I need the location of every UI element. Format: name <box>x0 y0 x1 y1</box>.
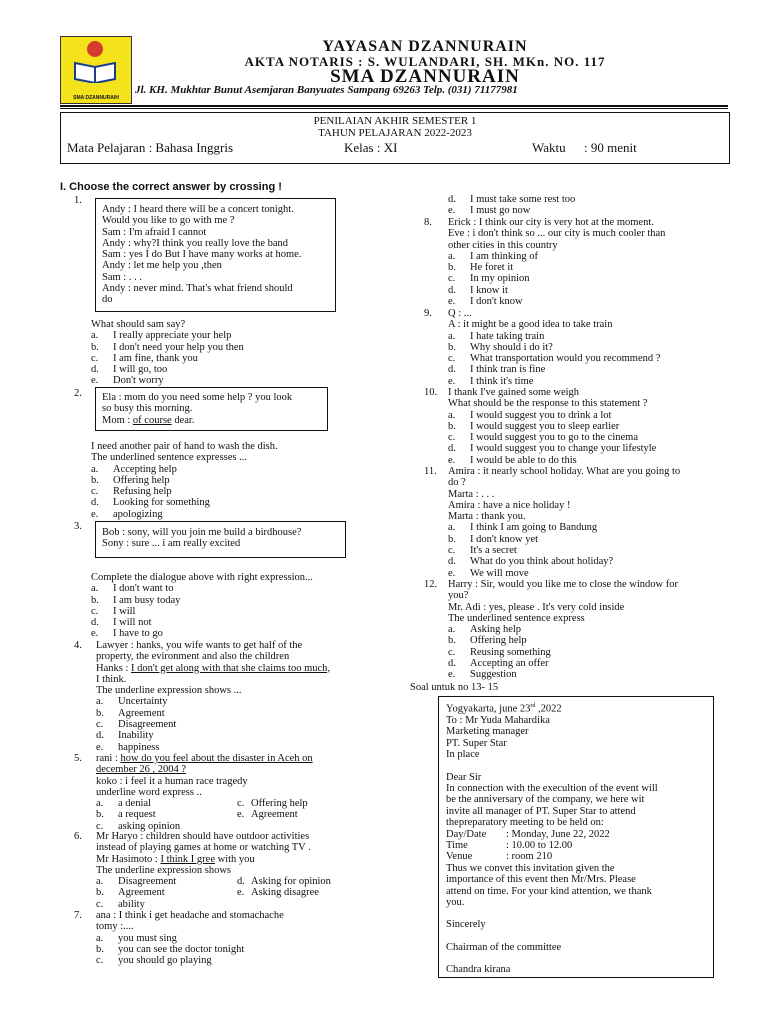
q2-number: 2. <box>74 388 82 399</box>
option-a[interactable]: a. I really appreciate your help <box>91 330 232 342</box>
question-text: Mr. Adi : yes, please . It's very cold inside <box>448 601 625 613</box>
option-e[interactable]: e. I think it's time <box>448 375 534 387</box>
letter-body: thepreparatory meeting to be held on: <box>446 817 604 829</box>
q10-number: 10. <box>424 387 438 398</box>
dialog-line: Andy : never mind. That's what friend should <box>102 283 293 295</box>
option-d[interactable]: d. I will not <box>91 617 152 629</box>
letter-greeting: Dear Sir <box>446 771 482 783</box>
letter-body: importance of this event then Mr/Mrs. Please <box>446 874 636 886</box>
question-text: underline word express .. <box>96 786 202 798</box>
question-text: Amira : it nearly school holiday. What are you going to <box>448 466 681 477</box>
option-b[interactable]: b. I don't know yet <box>448 533 539 545</box>
question-text: Q : ... <box>448 308 472 319</box>
question-text: I thank I've gained some weigh <box>448 387 580 398</box>
q4-number: 4. <box>74 640 82 651</box>
q3-question <box>91 572 313 640</box>
school-name: SMA DZANNURAIN <box>330 66 520 87</box>
question-text: Amira : have a nice holiday ! <box>448 499 571 511</box>
option-e[interactable]: e. I must go now <box>448 205 531 217</box>
option-e[interactable]: e. We will move <box>448 567 529 579</box>
option-c[interactable]: c. What transportation would you recommend ? <box>448 353 661 365</box>
letter-body: In connection with the execultion of the event will <box>446 782 658 794</box>
letter-body: be the anniversary of the company, we here wit <box>446 794 645 806</box>
letter-closing: Sincerely <box>446 919 486 931</box>
option-c[interactable]: c. Refusing help <box>91 486 172 498</box>
option-c[interactable]: c. It's a secret <box>448 545 517 557</box>
option-b[interactable]: b. Offering help <box>448 635 527 647</box>
q10-question <box>448 387 656 466</box>
option-a[interactable]: a. a denial <box>96 798 151 810</box>
dialog-line: Bob : sony, will you join me build a birdhouse? <box>102 527 302 538</box>
letter-body: invite all manager of PT. Super Star to attend <box>446 805 636 817</box>
option-c[interactable]: c. I would suggest you to go to the cinema <box>448 432 638 444</box>
q2-question <box>91 441 278 520</box>
school-address: Jl. KH. Mukhtar Bunut Asemjaran Banyuates Sampang 69263 Telp. (031) 71177981 <box>135 84 518 96</box>
option-e[interactable]: e. I would be able to do this <box>448 454 577 466</box>
invitation-letter-box <box>438 696 714 978</box>
question-text: Complete the dialogue above with right expression... <box>91 572 313 583</box>
question-text: Eve : i don't think so ... our city is much cooler than <box>448 228 666 240</box>
option-a[interactable]: a. Asking help <box>448 624 522 636</box>
question-text: Lawyer : hanks, you wife wants to get half of the <box>96 640 303 651</box>
option-d[interactable]: d. I must take some rest too <box>448 194 576 205</box>
class: Kelas : XI <box>344 140 398 155</box>
option-c[interactable]: c. Offering help <box>237 798 308 809</box>
option-c[interactable]: c. asking opinion <box>96 820 181 832</box>
question-text: instead of playing games at home or watching TV . <box>96 842 311 854</box>
option-b[interactable]: b. Agreement <box>96 707 165 719</box>
dialog-line: do <box>102 294 113 306</box>
book-icon <box>73 59 117 83</box>
q5-options-right <box>237 798 308 821</box>
letter-detail: Time : 10.00 to 12.00 <box>446 839 573 851</box>
letter-body: you. <box>446 897 465 908</box>
q4-question <box>96 640 330 753</box>
question-text: Marta : thank you. <box>448 511 526 523</box>
option-d[interactable]: d. Asking for opinion <box>237 876 331 887</box>
option-b[interactable]: b. Agreement <box>96 887 165 899</box>
header-rule-thin <box>60 108 728 109</box>
option-c[interactable]: c. In my opinion <box>448 273 530 285</box>
question-text: ana : I think i get headache and stomachache <box>96 910 284 921</box>
q2-dialog-box <box>95 387 328 431</box>
section-title: I. Choose the correct answer by crossing ! <box>60 181 282 193</box>
dialog-line: Would you like to go with me ? <box>102 215 235 227</box>
option-d[interactable]: d. Accepting an offer <box>448 658 549 670</box>
question-text: The underline expression shows ... <box>96 685 242 697</box>
option-c[interactable]: c. ability <box>96 898 145 910</box>
option-a[interactable]: a. I think I am going to Bandung <box>448 522 598 534</box>
question-text: Mr Hasimoto : I think I gree with you <box>96 853 255 865</box>
foundation-name: YAYASAN DZANNURAIN <box>322 38 528 55</box>
option-c[interactable]: c. I am fine, thank you <box>91 352 198 364</box>
q7-question <box>96 910 284 966</box>
logo-caption: SMA DZANNURAIH <box>73 95 119 101</box>
question-text: What should sam say? <box>91 319 186 330</box>
q11-number: 11. <box>424 466 437 477</box>
option-a[interactable]: a. Disagreement <box>96 876 177 888</box>
school-logo <box>60 36 132 104</box>
dialog-line: Sam : . . . <box>102 271 142 283</box>
question-text: tomy :.... <box>96 921 134 933</box>
question-text: rani : how do you feel about the disaster in Aceh on <box>96 753 313 764</box>
option-d[interactable]: d. I will go, too <box>91 364 168 376</box>
option-d[interactable]: d. Looking for something <box>91 497 210 509</box>
letter-signer: Chandra kirana <box>446 964 511 976</box>
option-d[interactable]: d. Inability <box>96 730 154 742</box>
option-d[interactable]: d. I would suggest you to change your lifestyle <box>448 443 657 455</box>
option-c[interactable]: c. you should go playing <box>96 955 212 967</box>
dialog-line: Andy : I heard there will be a concert tonight. <box>102 204 294 215</box>
invitation-letter <box>446 701 658 976</box>
option-e[interactable]: e. apologizing <box>91 508 163 520</box>
q12-number: 12. <box>424 579 438 590</box>
q6-number: 6. <box>74 831 82 842</box>
q3-number: 3. <box>74 521 82 532</box>
q3-dialog-box <box>95 521 346 558</box>
letter-date: Yogyakarta, june 23rd ,2022 <box>446 703 562 715</box>
q1-dialog <box>102 204 301 306</box>
option-d[interactable]: d. I think tran is fine <box>448 364 546 376</box>
question-text: you? <box>448 590 469 602</box>
letter-recipient: To : Mr Yuda Mahardika <box>446 714 550 726</box>
seal-icon <box>87 41 103 57</box>
letter-position: Chairman of the committee <box>446 941 562 953</box>
question-text: property, the evironment and also the children <box>96 651 290 663</box>
question-text: I need another pair of hand to wash the dish. <box>91 441 278 452</box>
dialog-line: Ela : mom do you need some help ? you look <box>102 392 293 403</box>
question-text: A : it might be a good idea to take train <box>448 319 613 331</box>
q7-number: 7. <box>74 910 82 921</box>
q2-dialog <box>102 392 292 426</box>
option-b[interactable]: b. I am busy today <box>91 594 181 606</box>
letter-body: Thus we convet this invitation given the <box>446 862 615 874</box>
letter-recipient: In place <box>446 749 480 761</box>
dialog-line: so busy this morning. <box>102 403 193 415</box>
q9-number: 9. <box>424 308 432 319</box>
exam-title: PENILAIAN AKHIR SEMESTER 1 <box>313 115 477 127</box>
header-rule <box>60 105 728 107</box>
q1-number: 1. <box>74 195 82 206</box>
letter-detail: Venue : room 210 <box>446 851 553 863</box>
dialog-line: Andy : let me help you ,then <box>102 260 222 272</box>
dialog-line: Sam : I'm afraid I cannot <box>102 226 207 238</box>
q1-question <box>91 319 244 387</box>
exam-year: TAHUN PELAJARAN 2022-2023 <box>318 127 472 139</box>
question-text: other cities in this country <box>448 239 558 251</box>
option-e[interactable]: e. I don't know <box>448 296 523 308</box>
q6-options-right <box>237 876 331 899</box>
question-text: What should be the response to this statement ? <box>448 398 648 410</box>
option-e[interactable]: e. Agreement <box>237 809 298 821</box>
option-b[interactable]: b. Why should i do it? <box>448 341 553 353</box>
option-a[interactable]: a. I don't want to <box>91 583 174 595</box>
q1-dialog-box <box>95 198 336 312</box>
option-a[interactable]: a. I would suggest you to drink a lot <box>448 409 612 421</box>
notary-line: AKTA NOTARIS : S. WULANDARI, SH. MKn. NO. 117 <box>244 54 606 69</box>
letter-detail: Day/Date : Monday, June 22, 2022 <box>446 828 610 840</box>
option-b[interactable]: b. I would suggest you to sleep earlier <box>448 420 620 432</box>
option-c[interactable]: c. I will <box>91 605 136 617</box>
q11-question <box>448 466 680 579</box>
option-b[interactable]: b. a request <box>96 809 156 821</box>
option-c[interactable]: c. Reusing something <box>448 646 551 658</box>
option-d[interactable]: d. I know it <box>448 284 508 296</box>
option-e[interactable]: e. Suggestion <box>448 669 517 681</box>
question-text: Erick : I think our city is very hot at the moment. <box>448 217 654 228</box>
question-text: The underlined sentence expresses ... <box>91 452 247 464</box>
option-e[interactable]: e. I have to go <box>91 628 163 640</box>
question-text: I think. <box>96 673 127 685</box>
option-a[interactable]: a. Uncertainty <box>96 696 168 708</box>
option-a[interactable]: a. I am thinking of <box>448 250 538 262</box>
option-e[interactable]: e. Asking disagree <box>237 887 319 899</box>
question-text: koko : i feel it a human race tragedy <box>96 775 248 787</box>
option-c[interactable]: c. Disagreement <box>96 719 177 731</box>
time-label: Waktu <box>532 140 566 155</box>
option-b[interactable]: b. you can see the doctor tonight <box>96 943 245 955</box>
option-b[interactable]: b. I don't need your help you then <box>91 341 244 353</box>
option-e[interactable]: e. happiness <box>96 741 160 753</box>
q8-number: 8. <box>424 217 432 228</box>
question-text: The underlined sentence express <box>448 612 585 624</box>
option-e[interactable]: e. Don't worry <box>91 375 164 387</box>
question-text: do ? <box>448 477 466 489</box>
q9-question <box>448 308 660 387</box>
dialog-line: Sony : sure ... i am really excited <box>102 538 241 550</box>
dialog-line: Mom : of course dear. <box>102 414 195 426</box>
letter-recipient: Marketing manager <box>446 726 529 738</box>
letter-body: attend on time. For your kind attention, we thank <box>446 885 652 897</box>
time-value: : 90 menit <box>584 140 637 155</box>
option-b[interactable]: b. Offering help <box>91 474 170 486</box>
subject: Mata Pelajaran : Bahasa Inggris <box>67 140 234 155</box>
option-a[interactable]: a. you must sing <box>96 932 177 944</box>
option-a[interactable]: a. Accepting help <box>91 463 177 475</box>
question-text: Harry : Sir, would you like me to close the window for <box>448 579 678 590</box>
option-d[interactable]: d. What do you think about holiday? <box>448 556 614 568</box>
q3-dialog <box>102 527 301 550</box>
dialog-line: Sam : yes I do But I have many works at home. <box>102 249 302 261</box>
option-b[interactable]: b. He foret it <box>448 262 514 274</box>
q12-question <box>448 579 678 681</box>
question-text: Mr Haryo : children should have outdoor activities <box>96 831 310 842</box>
question-text: Marta : . . . <box>448 488 495 500</box>
letter-recipient: PT. Super Star <box>446 737 507 749</box>
question-text: Hanks : I don't get along with that she claims too much, <box>96 662 331 674</box>
q5-number: 5. <box>74 753 82 764</box>
question-text: december 26 , 2004 ? <box>96 764 187 776</box>
soal-note: Soal untuk no 13- 15 <box>410 682 499 693</box>
exam-info-box <box>60 112 730 164</box>
question-text: The underline expression shows <box>96 864 232 876</box>
q7-options-continued <box>448 194 575 217</box>
option-a[interactable]: a. I hate taking train <box>448 330 545 342</box>
q8-question <box>448 217 665 307</box>
dialog-line: Andy : why?I think you really love the band <box>102 237 289 249</box>
